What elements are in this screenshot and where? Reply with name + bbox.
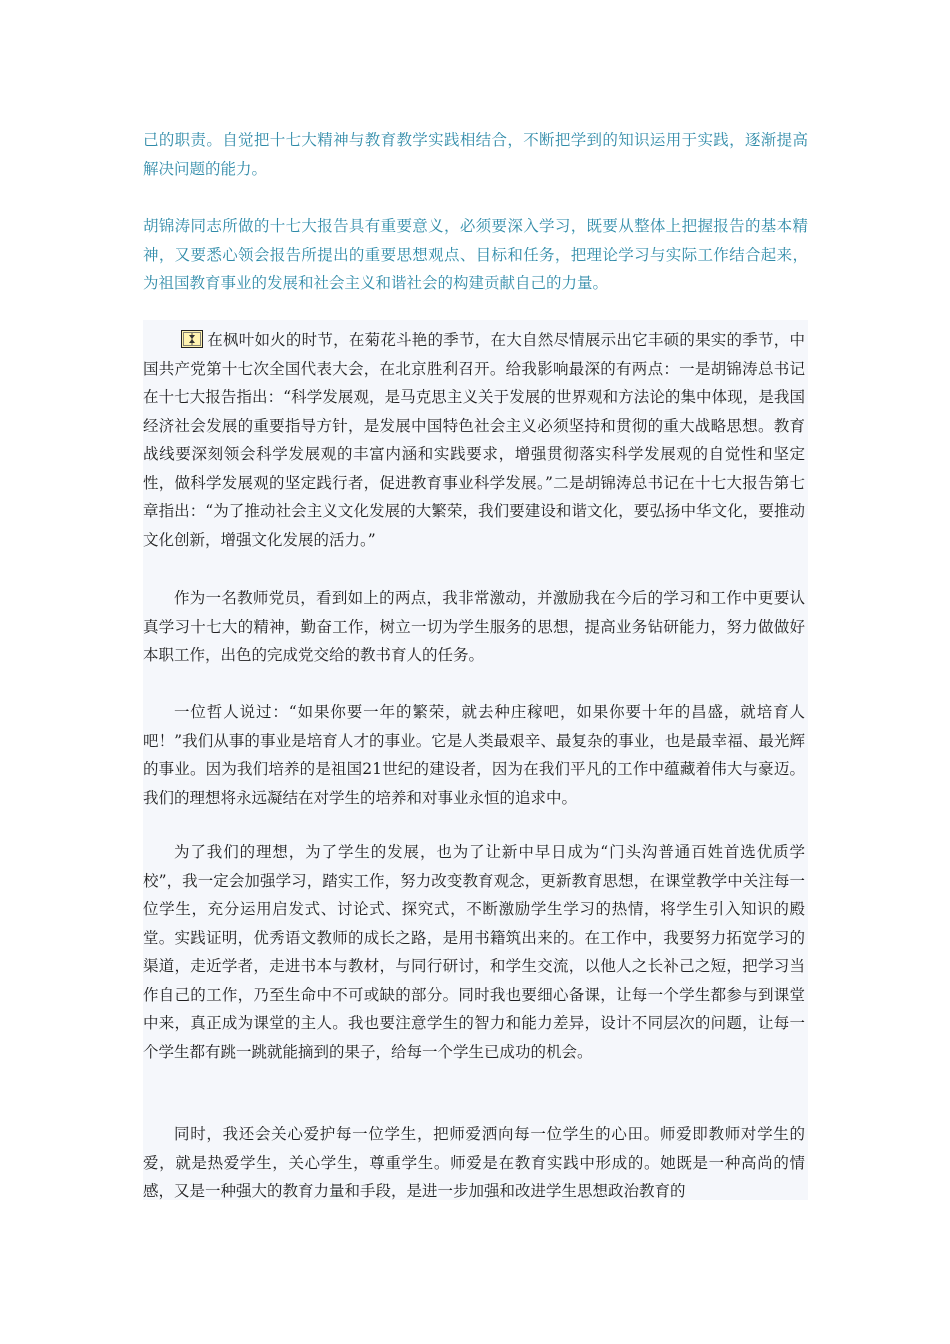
intro-paragraph-1: 己的职责。自觉把十七大精神与教育教学实践相结合，不断把学到的知识运用于实践，逐渐提高解决问题的能力。 — [143, 131, 808, 178]
quoted-paragraph-4: 为了我们的理想，为了学生的发展，也为了让新中早日成为“门头沟普通百姓首选优质学校”，我一定会加强学习，踏实工作，努力改变教育观念，更新教育思想，在课堂教学中关注每一位学生，充分运用启发式、讨论式、探究式，不断激励学生学习的热情，将学生引入知识的殿堂。实践证明，优秀语文教师的成长之路，是用书籍筑出来的。在工作中，我要努力拓宽学习的渠道，走近学者，走进书本与教材，与同行研讨，和学生交流，以他人之长补己之短，把学习当作自己的工作，乃至生命中不可或缺的部分。同时我也要细心备课，让每一个学生都参与到课堂中来，真正成为课堂的主人。我也要注意学生的智力和能力差异，设计不同层次的问题，让每一个学生都有跳一跳就能摘到的果子，给每一个学生已成功的机会。 — [143, 843, 805, 1061]
quoted-paragraph-3: 一位哲人说过：“如果你要一年的繁荣，就去种庄稼吧，如果你要十年的昌盛，就培育人吧！”我们从事的事业是培育人才的事业。它是人类最艰辛、最复杂的事业，也是最幸福、最光辉的事业。因为我们培养的是祖国21世纪的建设者，因为在我们平凡的工作中蕴藏着伟大与豪迈。我们的理想将永远凝结在对学生的培养和对事业永恒的追求中。 — [143, 703, 805, 807]
quote-badge-icon — [181, 329, 203, 347]
quoted-section — [143, 320, 808, 1200]
intro-paragraph-2: 胡锦涛同志所做的十七大报告具有重要意义，必须要深入学习，既要从整体上把握报告的基本精神，又要悉心领会报告所提出的重要思想观点、目标和任务，把理论学习与实际工作结合起来，为祖国教育事业的发展和社会主义和谐社会的构建贡献自己的力量。 — [143, 217, 808, 292]
quoted-paragraph-1 — [143, 326, 805, 554]
quoted-paragraph-5: 同时，我还会关心爱护每一位学生，把师爱洒向每一位学生的心田。师爱即教师对学生的爱，就是热爱学生，关心学生，尊重学生。师爱是在教育实践中形成的。她既是一种高尚的情感，又是一种强大的教育力量和手段，是进一步加强和改进学生思想政治教育的 — [143, 1125, 805, 1200]
quoted-paragraph-2: 作为一名教师党员，看到如上的两点，我非常激动，并激励我在今后的学习和工作中更要认真学习十七大的精神，勤奋工作，树立一切为学生服务的思想，提高业务钻研能力，努力做做好本职工作，出色的完成党交给的教书育人的任务。 — [143, 589, 805, 664]
quoted-paragraph-1-text: 在枫叶如火的时节，在菊花斗艳的季节，在大自然尽情展示出它丰硕的果实的季节，中国共产党第十七次全国代表大会，在北京胜利召开。给我影响最深的有两点：一是胡锦涛总书记在十七大报告指出：“科学发展观，是马克思主义关于发展的世界观和方法论的集中体现，是我国经济社会发展的重要指导方针，是发展中国特色社会主义必须坚持和贯彻的重大战略思想。教育战线要深刻领会科学发展观的丰富内涵和实践要求，增强贯彻落实科学发展观的自觉性和坚定性，做科学发展观的坚定践行者，促进教育事业科学发展。”二是胡锦涛总书记在十七大报告第七章指出：“为了推动社会主义文化发展的大繁荣，我们要建设和谐文化，要弘扬中华文化，要推动文化创新，增强文化发展的活力。” — [143, 331, 805, 549]
